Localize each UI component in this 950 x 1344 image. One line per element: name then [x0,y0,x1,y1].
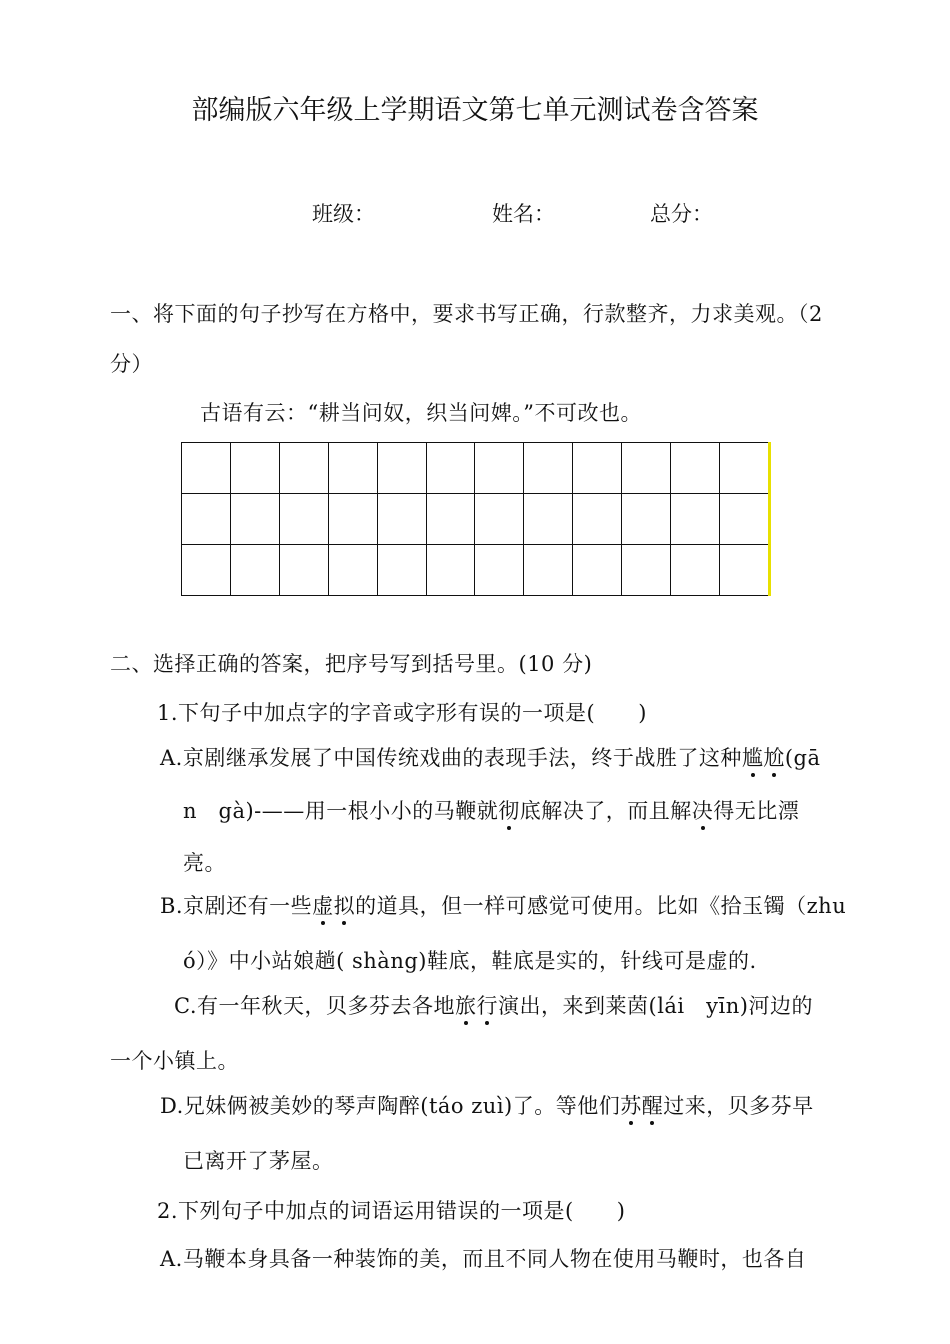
grid-cell[interactable] [377,494,426,545]
grid-cell[interactable] [328,494,377,545]
score-label: 总分： [650,202,713,226]
q1-option-c-line2: 一个小镇上。 [110,1049,239,1073]
grid-cell[interactable] [622,545,671,596]
section1-heading: 一、将下面的句子抄写在方格中，要求书写正确，行款整齐，力求美观。（2 [110,302,823,326]
grid-cell[interactable] [524,494,573,545]
grid-cell[interactable] [279,443,328,494]
grid-row [182,545,769,596]
copy-sentence: 古语有云：“耕当问奴，织当问婢。”不可改也。 [200,401,642,425]
grid-cell[interactable] [719,443,768,494]
grid-row [182,494,769,545]
page-title: 部编版六年级上学期语文第七单元测试卷含答案 [191,95,759,126]
grid-cell[interactable] [328,443,377,494]
grid-cell[interactable] [719,494,768,545]
grid-cell[interactable] [524,443,573,494]
grid-cell[interactable] [719,545,768,596]
grid-cell[interactable] [279,494,328,545]
grid-cell[interactable] [671,494,720,545]
grid-cell[interactable] [475,443,524,494]
q1-option-d-line2: 已离开了茅屋。 [183,1149,334,1173]
grid-cell[interactable] [475,494,524,545]
grid-cell[interactable] [622,443,671,494]
section2-heading: 二、选择正确的答案，把序号写到括号里。(10 分) [110,652,593,676]
grid-cell[interactable] [377,545,426,596]
grid-cell[interactable] [182,443,231,494]
grid-cell[interactable] [426,494,475,545]
name-label: 姓名： [492,202,555,226]
q1-option-c-line1: C.有一年秋天，贝多芬去各地旅行演出，来到莱茵(lái yīn)河边的 [174,994,813,1018]
grid-row [182,443,769,494]
grid-cell[interactable] [182,494,231,545]
q1-option-a-line3: 亮。 [183,851,226,875]
q1-option-d-line1: D.兄妹俩被美妙的琴声陶醉(táo zuì)了。等他们苏醒过来，贝多芬早 [160,1094,814,1118]
q2-option-a-line1: A.马鞭本身具备一种装饰的美，而且不同人物在使用马鞭时，也各自 [160,1247,807,1271]
q2-stem: 2.下列句子中加点的词语运用错误的一项是( ) [157,1199,626,1223]
grid-edge-highlight [768,442,771,596]
grid-cell[interactable] [328,545,377,596]
grid-cell[interactable] [426,545,475,596]
grid-cell[interactable] [475,545,524,596]
grid-cell[interactable] [573,494,622,545]
grid-cell[interactable] [622,494,671,545]
grid-cell[interactable] [573,545,622,596]
grid-cell[interactable] [524,545,573,596]
q1-option-a-line2: n gà)-——用一根小小的马鞭就彻底解决了，而且解决得无比漂 [183,799,800,823]
grid-cell[interactable] [230,443,279,494]
grid-cell[interactable] [230,494,279,545]
q1-option-a-line1: A.京剧继承发展了中国传统戏曲的表现手法，终于战胜了这种尴尬(gā [160,746,821,770]
grid-cell[interactable] [426,443,475,494]
class-label: 班级： [312,202,375,226]
q1-option-b-line2: ó）》中小站娘趟( shàng)鞋底，鞋底是实的，针线可是虚的. [183,949,757,973]
writing-grid[interactable] [181,442,769,596]
grid-cell[interactable] [230,545,279,596]
grid-cell[interactable] [573,443,622,494]
grid-cell[interactable] [377,443,426,494]
grid-cell[interactable] [279,545,328,596]
section1-heading-cont: 分） [110,352,153,376]
grid-cell[interactable] [182,545,231,596]
q1-stem: 1.下句子中加点字的字音或字形有误的一项是( ) [157,701,647,725]
grid-cell[interactable] [671,545,720,596]
q1-option-b-line1: B.京剧还有一些虚拟的道具，但一样可感觉可使用。比如《拾玉镯（zhu [160,894,847,918]
grid-cell[interactable] [671,443,720,494]
